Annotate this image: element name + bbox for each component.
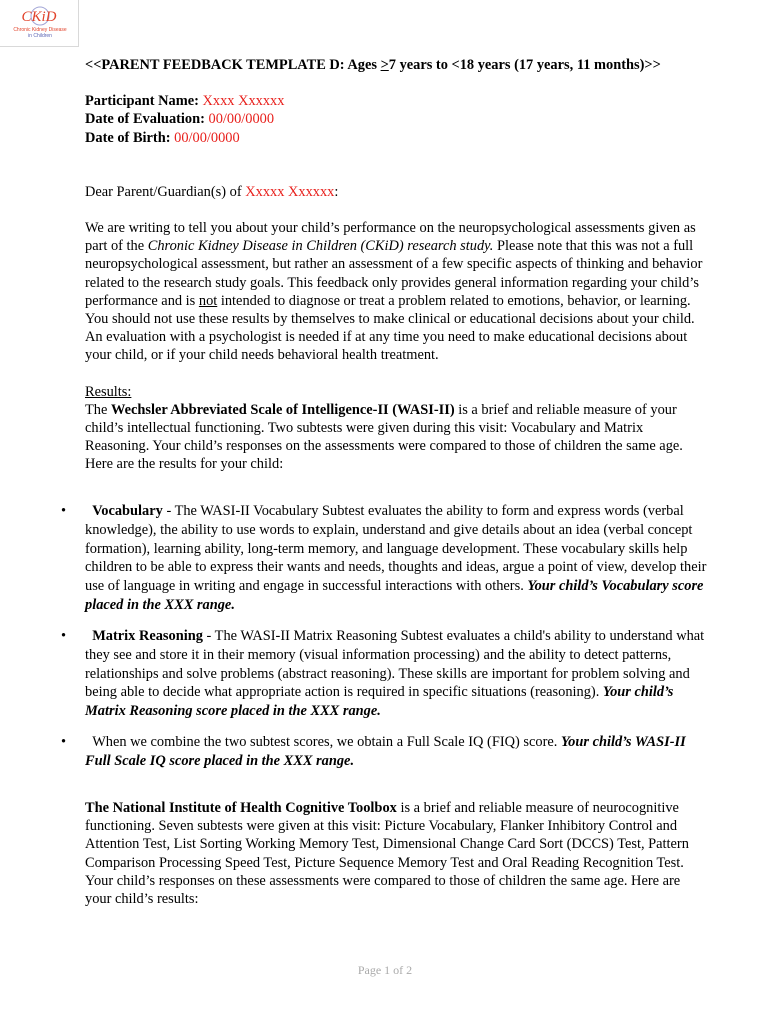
date-of-evaluation-line: Date of Evaluation: 00/00/0000 [85, 111, 275, 128]
matrix-reasoning-score: Your child’s Matrix Reasoning score placed in the XXX range. [85, 684, 674, 720]
ckid-logo [0, 0, 79, 47]
bullet-dot-icon: • [61, 734, 67, 750]
results-bullet-list-2 [61, 627, 707, 721]
date-of-evaluation-value: 00/00/0000 [208, 111, 275, 128]
vocabulary-title: Vocabulary [92, 503, 163, 519]
logo-line-2: in Children [28, 33, 52, 39]
template-heading: <<PARENT FEEDBACK TEMPLATE D: Ages >7 years to <18 years (17 years, 11 months)>> [85, 57, 661, 73]
results-bullet-list-3 [61, 733, 707, 771]
greeting-name: Xxxxx Xxxxxx [245, 183, 335, 200]
bullet-dot-icon: • [61, 628, 67, 644]
results-bullet-list [61, 502, 707, 615]
page-number-footer: Page 1 of 2 [357, 963, 413, 977]
participant-name-value: Xxxx Xxxxxx [202, 93, 285, 110]
full-scale-iq-score: Your child’s WASI-II Full Scale IQ score placed in the XXX range. [85, 734, 686, 769]
vocabulary-score: Your child’s Vocabulary score placed in the XXX range. [85, 578, 704, 613]
list-item: • When we combine the two subtest scores, we obtain a Full Scale IQ (FIQ) score. Your child’s WASI-II Full Scale IQ score placed in the XXX range. [61, 734, 686, 769]
greeting: Dear Parent/Guardian(s) of Xxxxx Xxxxxx: [85, 183, 339, 200]
matrix-reasoning-title: Matrix Reasoning [92, 628, 203, 644]
logo-mark-text: CKiD [21, 9, 57, 25]
date-of-birth-line: Date of Birth: 00/00/0000 [85, 129, 240, 146]
wasi-paragraph: The Wechsler Abbreviated Scale of Intelligence-II (WASI-II) is a brief and reliable measure of your child’s intellectual functioning. Two subtests were given during this visit: Vocabulary and Matrix Reasoning. Your child’s responses on the assessments were compared to those of children the same age. Here are the results for your child: [85, 401, 683, 473]
participant-name-line: Participant Name: Xxxx Xxxxxx [85, 93, 285, 110]
nih-section [85, 799, 707, 908]
list-item: • Vocabulary - The WASI-II Vocabulary Subtest evaluates the ability to form and express words (verbal knowledge), the ability to use words to explain, understand and give details about an idea (verbal concept formation), learning ability, long-term memory, and language development. These vocabulary skills help children to be able to express their wants and needs, thoughts and ideas, argue a point of view, develop their use of language in writing and engage in successful interactions with others. Your child’s Vocabulary score placed in the XXX range. [61, 503, 707, 613]
intro-paragraph: We are writing to tell you about your child’s performance on the neuropsychological assessments given as part of the Chronic Kidney Disease in Children (CKiD) research study. Please note that this was not a full neuropsychological assessment, but rather an assessment of a few specific aspects of thinking and behavior related to the research study goals. This feedback only provides general information regarding your child’s performance and is not intended to diagnose or treat a problem related to emotions, behavior, or learning. You should not use these results by themselves to make clinical or educational decisions about your child. An evaluation with a psychologist is needed if at any time you need to make educational decisions about your child, or if your child needs behavioral health treatment. [85, 220, 703, 364]
letter-body [85, 56, 707, 474]
ckid-logo-mark-icon [0, 0, 78, 46]
nih-paragraph: The National Institute of Health Cognitive Toolbox is a brief and reliable measure of neurocognitive functioning. Seven subtests were given at this visit: Picture Vocabulary, Flanker Inhibitory Control and Attention Test, List Sorting Working Memory Test, Dimensional Change Card Sort (DCCS) Test, Pattern Comparison Processing Speed Test, Picture Sequence Memory Test and Oral Reading Recognition Test. Your child’s responses on these assessments were compared to those of children the same age. Here are your child’s results: [85, 800, 689, 908]
list-item: • Matrix Reasoning - The WASI-II Matrix Reasoning Subtest evaluates a child's ability to understand what they see and store it in their memory (visual information processing) and the ability to detect patterns, relationships and solve problems (abstract reasoning). These skills are important for problem solving and being able to decide what appropriate action is required in specific situations (reasoning). Your child’s Matrix Reasoning score placed in the XXX range. [61, 628, 705, 720]
date-of-birth-value: 00/00/0000 [174, 129, 240, 146]
bullet-dot-icon: • [61, 503, 67, 519]
logo-line-1: Chronic Kidney Disease [13, 27, 67, 33]
results-heading: Results: [85, 383, 132, 400]
